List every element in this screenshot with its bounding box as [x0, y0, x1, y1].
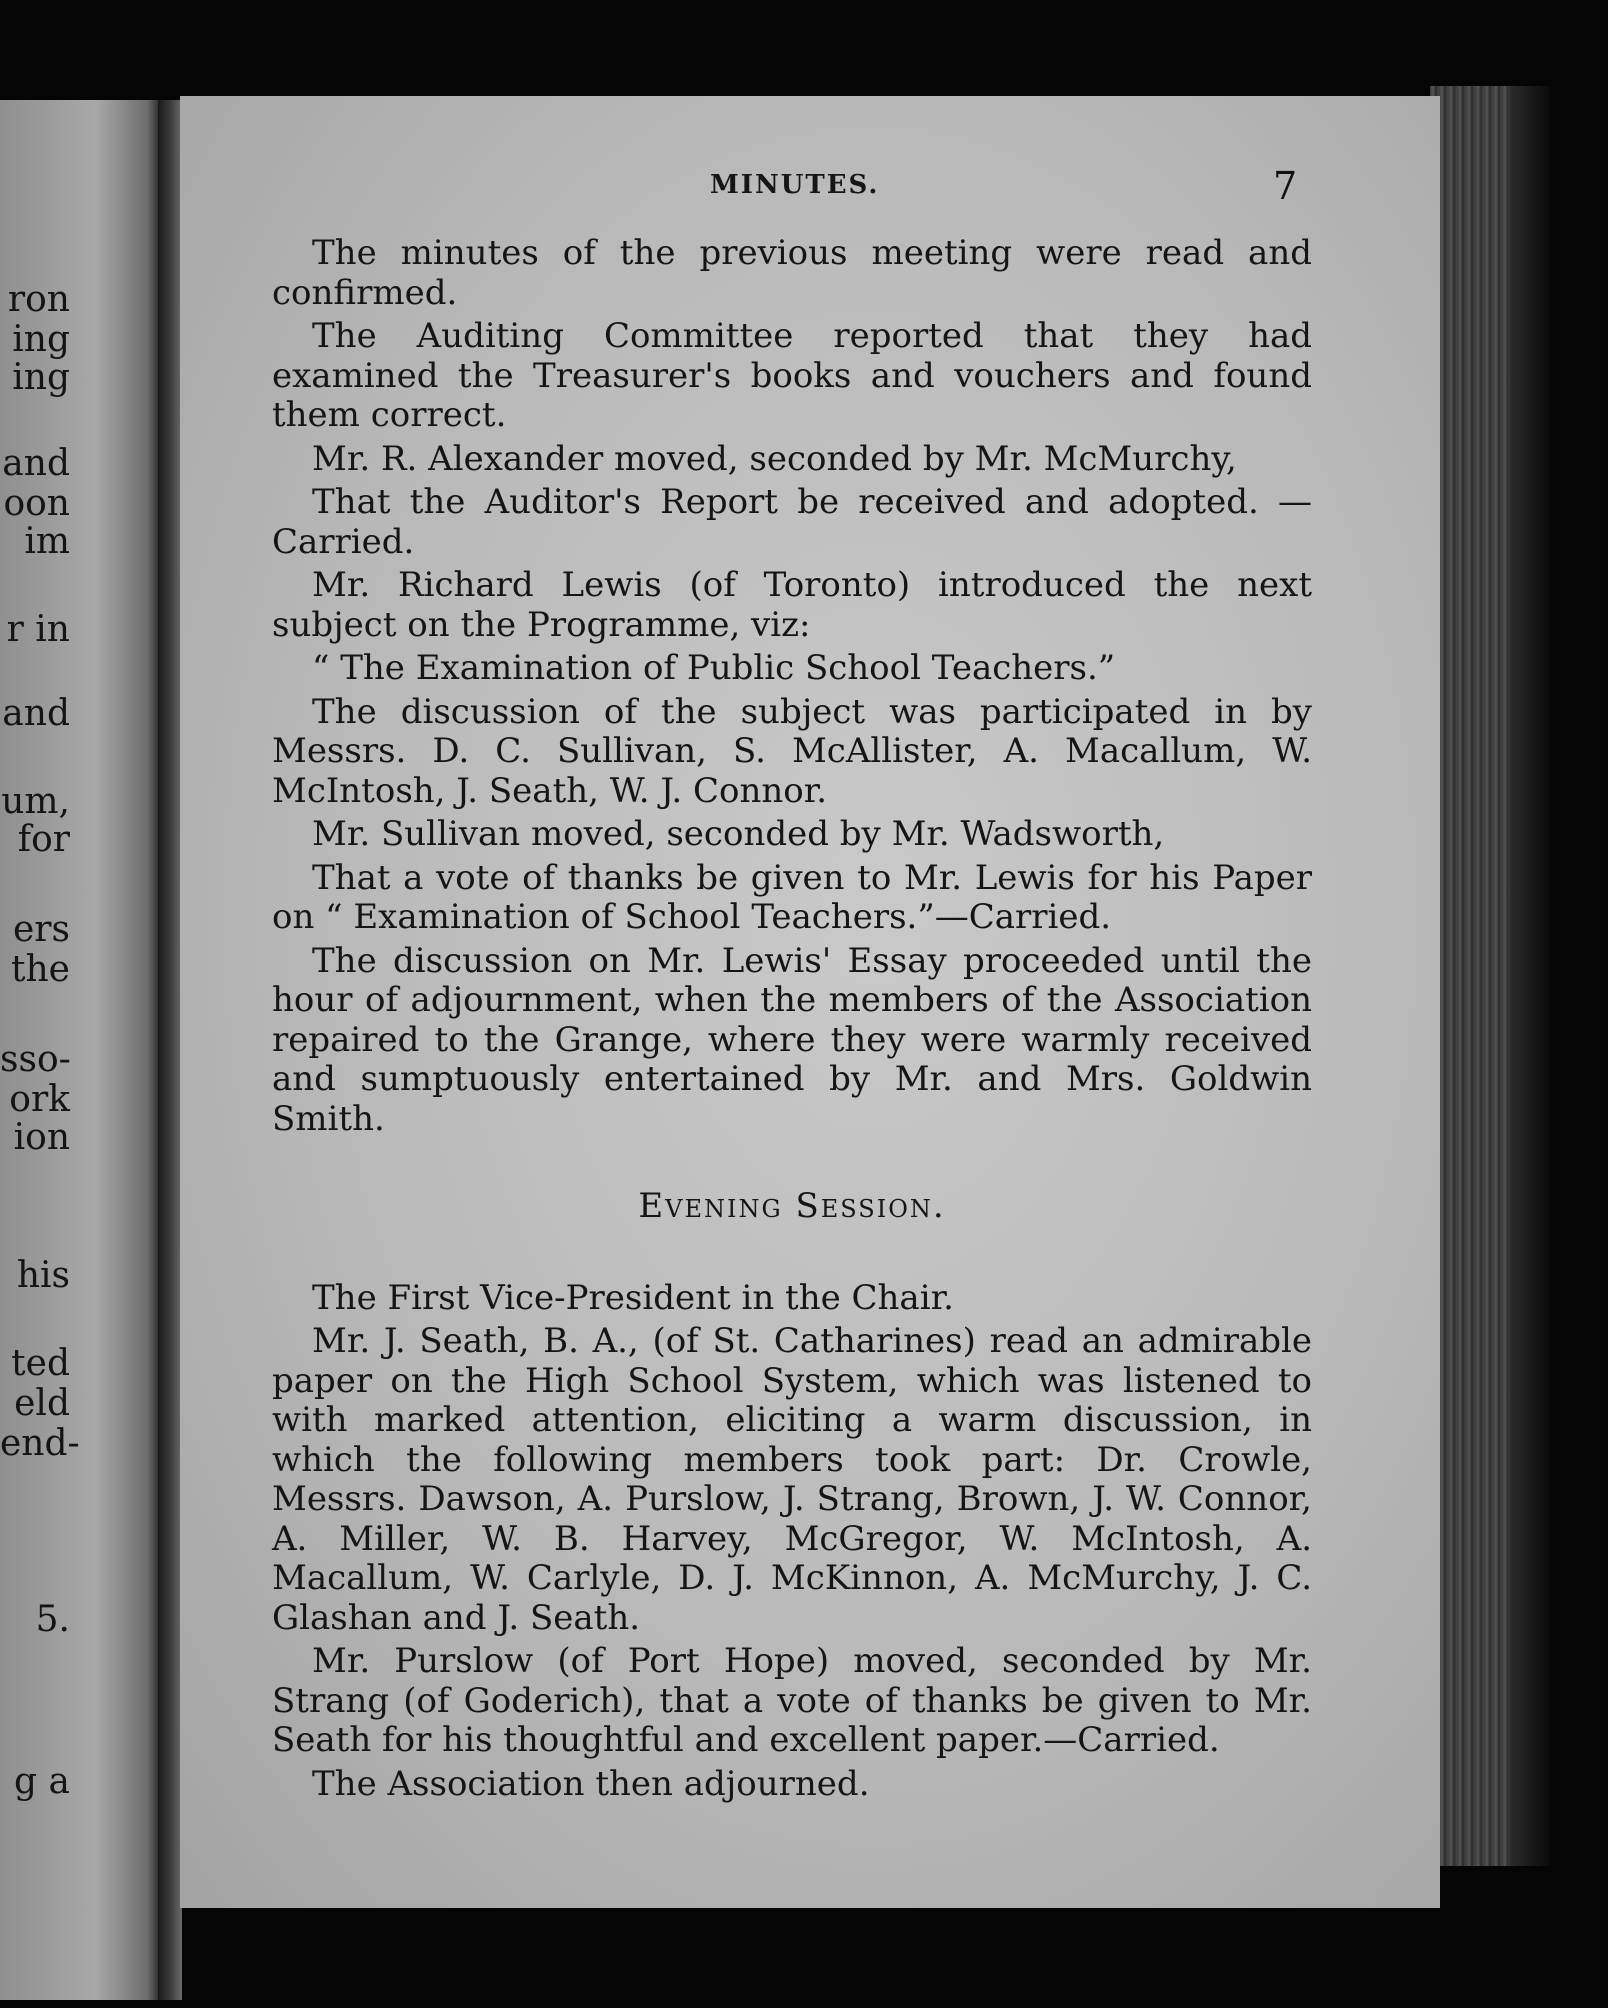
paragraph: That the Auditor's Report be received and adopted. —Carried.	[272, 482, 1312, 562]
paragraph: That a vote of thanks be given to Mr. Lewis for his Paper on “ Examination of School Teachers.”—Carried.	[272, 857, 1312, 937]
left-fragment: and	[2, 693, 70, 734]
paragraph: Mr. Sullivan moved, seconded by Mr. Wadsworth,	[312, 814, 1165, 854]
left-fragment: ron	[7, 279, 70, 320]
left-fragment: ers	[13, 909, 70, 950]
page-number: 7	[1273, 164, 1298, 208]
left-fragment: and	[2, 443, 70, 484]
left-fragment: oon	[3, 483, 70, 524]
paragraph: Mr. R. Alexander moved, seconded by Mr. McMurchy,	[312, 438, 1237, 479]
paragraph: The discussion on Mr. Lewis' Essay proceeded until the hour of adjournment, when the members of the Association repaired to the Grange, where they were warmly received and sumptuously entertained by Mr. and Mrs. Goldwin Smith.	[272, 940, 1312, 1139]
left-fragment: his	[16, 1255, 70, 1296]
running-title: MINUTES.	[710, 170, 880, 200]
paragraph: Mr. Richard Lewis (of Toronto) introduced the next subject on the Programme, viz:	[272, 565, 1312, 645]
left-fragment: eld	[14, 1383, 70, 1424]
left-fragment: im	[24, 521, 70, 562]
left-fragment: for	[17, 819, 70, 860]
page-edges	[1430, 86, 1550, 1866]
paragraph: The Auditing Committee reported that they had examined the Treasurer's books and vouchers and found them correct.	[272, 316, 1312, 435]
left-fragment: ion	[13, 1117, 70, 1158]
left-fragment: ing	[12, 319, 70, 360]
paragraph: The minutes of the previous meeting were read and confirmed.	[272, 233, 1312, 313]
left-fragment: ork	[9, 1079, 70, 1120]
page-body	[272, 234, 1312, 1808]
running-head	[180, 164, 1440, 210]
left-fragment: sso-	[0, 1039, 71, 1080]
left-facing-page	[0, 100, 160, 2000]
section-heading: Evening Session.	[638, 1186, 946, 1226]
paragraph: The Association then adjourned.	[312, 1763, 870, 1804]
left-fragment: g a	[14, 1761, 70, 1802]
left-fragment: um,	[1, 781, 70, 822]
book-page	[180, 96, 1440, 1908]
paragraph: Mr. Purslow (of Port Hope) moved, seconded by Mr. Strang (of Goderich), that a vote of thanks be given to Mr. Seath for his thoughtful and excellent paper.—Carried.	[272, 1641, 1312, 1760]
paragraph: Mr. J. Seath, B. A., (of St. Catharines) read an admirable paper on the High School System, which was listened to with marked attention, eliciting a warm discussion, in which the following members took part: Dr. Crowle, Messrs. Dawson, A. Purslow, J. Strang, Brown, J. W. Connor, A. Miller, W. B. Harvey, McGregor, W. McIntosh, A. Macallum, W. Carlyle, D. J. McKinnon, A. McMurchy, J. C. Glashan and J. Seath.	[272, 1321, 1312, 1638]
left-fragment: end-	[0, 1423, 80, 1464]
book-gutter	[158, 100, 182, 2000]
paragraph: The First Vice-President in the Chair.	[312, 1277, 954, 1318]
left-fragment: r in	[6, 609, 70, 650]
left-fragment: ing	[12, 357, 70, 398]
paragraph: The discussion of the subject was participated in by Messrs. D. C. Sullivan, S. McAllister, A. Macallum, W. McIntosh, J. Seath, W. J. Connor.	[272, 691, 1312, 811]
left-fragment: 5.	[35, 1599, 70, 1640]
quoted-title: “ The Examination of Public School Teachers.”	[312, 648, 1116, 688]
left-fragment: the	[11, 949, 70, 990]
left-fragment: ted	[11, 1343, 70, 1384]
